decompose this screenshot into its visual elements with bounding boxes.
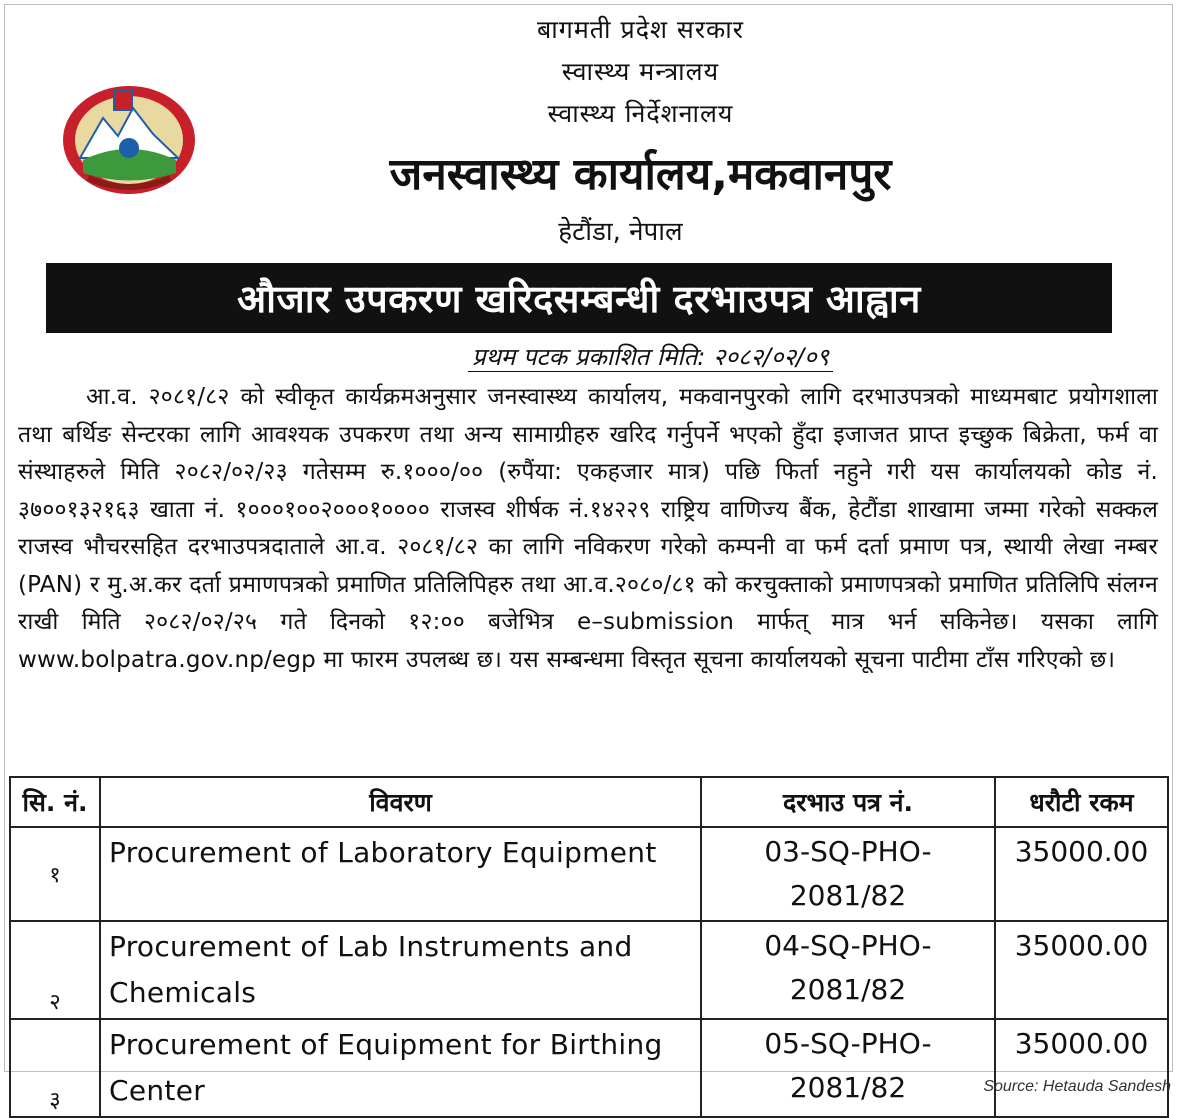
- ministry-name: स्वास्थ्य मन्त्रालय: [561, 57, 720, 86]
- table-row: [10, 921, 1168, 1019]
- row-quotation-no: 05-SQ-PHO-2081/82: [701, 1019, 995, 1117]
- publication-date: प्रथम पटक प्रकाशित मिति: २०८२/०२/०९: [468, 343, 833, 372]
- table-header-row: [10, 777, 1168, 827]
- table-row: [10, 827, 1168, 921]
- header-serial: सि. नं.: [10, 777, 100, 827]
- notice-body-text: आ.व. २०८१/८२ को स्वीकृत कार्यक्रमअनुसार जनस्वास्थ्य कार्यालय, मकवानपुरको लागि दरभाउपत्रको माध्यमबाट प्रयोगशाला तथा बर्थिङ सेन्टरका लागि आवश्यक उपकरण तथा अन्य सामाग्रीहरु खरिद गर्नुपर्ने भएको हुँदा इजाजत प्राप्त इच्छुक बिक्रेता, फर्म वा संस्थाहरुले मिति २०८२/०२/२३ गतेसम्म रु.१०००/०० (रुपैंया: एकहजार मात्र) पछि फिर्ता नहुने गरी यस कार्यालयको कोड नं. ३७००१३२१६३ खाता नं. १०००१००२०००१०००० राजस्व शीर्षक नं.१४२२९ राष्ट्रिय वाणिज्य बैंक, हेटौंडा शाखामा जम्मा गरेको सक्कल राजस्व भौचरसहित दरभाउपत्रदाताले आ.व. २०८१/८२ का लागि नविकरण गरेको कम्पनी वा फर्म दर्ता प्रमाण पत्र, स्थायी लेखा नम्बर (PAN) र मु.अ.कर दर्ता प्रमाणपत्रको प्रमाणित प्रतिलिपिहरु तथा आ.व.२०८०/८१ को करचुक्ताको प्रमाणपत्रको प्रमाणित प्रतिलिपि संलग्न राखी मिति २०८२/०२/२५ गते दिनको १२:०० बजेभित्र e–submission मार्फत् मात्र भर्न सकिनेछ। यसका लागि www.bolpatra.gov.np/egp मा फारम उपलब्ध छ। यस सम्बन्धमा विस्तृत सूचना कार्यालयको सूचना पाटीमा टाँस गरिएको छ।: [18, 384, 1158, 673]
- row-description: Procurement of Lab Instruments and Chemicals: [100, 921, 701, 1019]
- office-location: हेटौंडा, नेपाल: [558, 217, 683, 247]
- notice-body: [18, 379, 1158, 679]
- procurement-table: [9, 776, 1169, 1118]
- header-quotation-no: दरभाउ पत्र नं.: [701, 777, 995, 827]
- row-serial: १: [10, 827, 100, 921]
- source-credit: Source: Hetauda Sandesh: [983, 1078, 1171, 1095]
- header-deposit-amount: धरौटी रकम: [995, 777, 1168, 827]
- notice-title: औजार उपकरण खरिदसम्बन्धी दरभाउपत्र आह्वान: [237, 277, 921, 321]
- row-serial: २: [10, 921, 100, 1019]
- notice-title-banner: [46, 263, 1112, 333]
- table-row: [10, 1019, 1168, 1117]
- row-deposit-amount: 35000.00: [995, 1019, 1168, 1117]
- header-description: विवरण: [100, 777, 701, 827]
- directorate-name: स्वास्थ्य निर्देशनालय: [547, 99, 734, 128]
- government-name: बागमती प्रदेश सरकार: [537, 15, 744, 44]
- row-quotation-no: 03-SQ-PHO-2081/82: [701, 827, 995, 921]
- row-deposit-amount: 35000.00: [995, 921, 1168, 1019]
- publication-date-line: [0, 340, 1181, 373]
- row-quotation-no: 04-SQ-PHO-2081/82: [701, 921, 995, 1019]
- row-description: Procurement of Equipment for Birthing Center: [100, 1019, 701, 1117]
- row-deposit-amount: 35000.00: [995, 827, 1168, 921]
- office-name: जनस्वास्थ्य कार्यालय,मकवानपुर: [389, 149, 892, 200]
- row-description: Procurement of Laboratory Equipment: [100, 827, 701, 921]
- row-serial: ३: [10, 1019, 100, 1117]
